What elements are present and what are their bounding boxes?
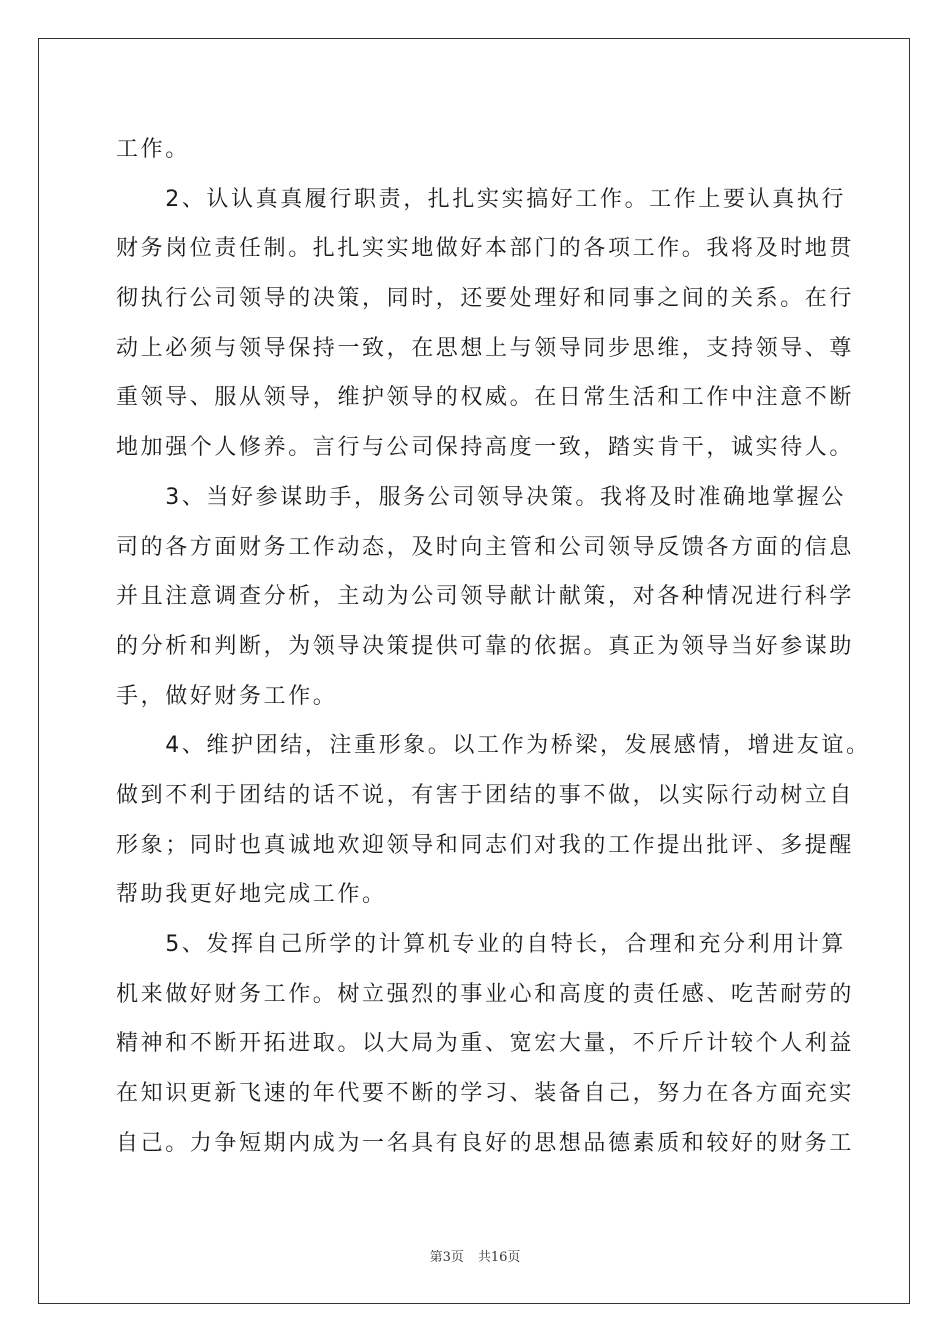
text-line: 形象；同时也真诚地欢迎领导和同志们对我的工作提出批评、多提醒 bbox=[116, 833, 855, 858]
text-line: 做到不利于团结的话不说，有害于团结的事不做，以实际行动树立自 bbox=[116, 783, 855, 808]
text-line: 手，做好财务工作。 bbox=[116, 684, 338, 709]
text-line: 3、当好参谋助手，服务公司领导决策。我将及时准确地掌握公 bbox=[116, 485, 846, 510]
text-line: 精神和不断开拓进取。以大局为重、宽宏大量，不斤斤计较个人利益 bbox=[116, 1031, 855, 1056]
text-line: 机来做好财务工作。树立强烈的事业心和高度的责任感、吃苦耐劳的 bbox=[116, 982, 855, 1007]
text-line: 的分析和判断，为领导决策提供可靠的依据。真正为领导当好参谋助 bbox=[116, 634, 855, 659]
text-line: 并且注意调查分析，主动为公司领导献计献策，对各种情况进行科学 bbox=[116, 584, 855, 609]
text-line: 工作。 bbox=[116, 137, 190, 162]
text-line: 自己。力争短期内成为一名具有良好的思想品德素质和较好的财务工 bbox=[116, 1131, 855, 1156]
page-border bbox=[38, 38, 910, 1304]
page-total: 共16页 bbox=[477, 1250, 521, 1265]
page-number: 第3页 bbox=[429, 1250, 464, 1265]
text-line: 帮助我更好地完成工作。 bbox=[116, 882, 387, 907]
text-line: 财务岗位责任制。扎扎实实地做好本部门的各项工作。我将及时地贯 bbox=[116, 236, 855, 261]
text-line: 地加强个人修养。言行与公司保持高度一致，踏实肯干，诚实待人。 bbox=[116, 435, 855, 460]
page-footer bbox=[0, 1246, 950, 1265]
text-line: 动上必须与领导保持一致，在思想上与领导同步思维，支持领导、尊 bbox=[116, 336, 855, 361]
text-line: 司的各方面财务工作动态，及时向主管和公司领导反馈各方面的信息 bbox=[116, 535, 855, 560]
text-line: 4、维护团结，注重形象。以工作为桥梁，发展感情，增进友谊。 bbox=[116, 733, 871, 758]
text-line: 彻执行公司领导的决策，同时，还要处理好和同事之间的关系。在行 bbox=[116, 286, 855, 311]
text-line: 5、发挥自己所学的计算机专业的自特长，合理和充分利用计算 bbox=[116, 932, 846, 957]
text-line: 重领导、服从领导，维护领导的权威。在日常生活和工作中注意不断 bbox=[116, 385, 855, 410]
text-line: 在知识更新飞速的年代要不断的学习、装备自己，努力在各方面充实 bbox=[116, 1081, 855, 1106]
text-line: 2、认认真真履行职责，扎扎实实搞好工作。工作上要认真执行 bbox=[116, 187, 846, 212]
